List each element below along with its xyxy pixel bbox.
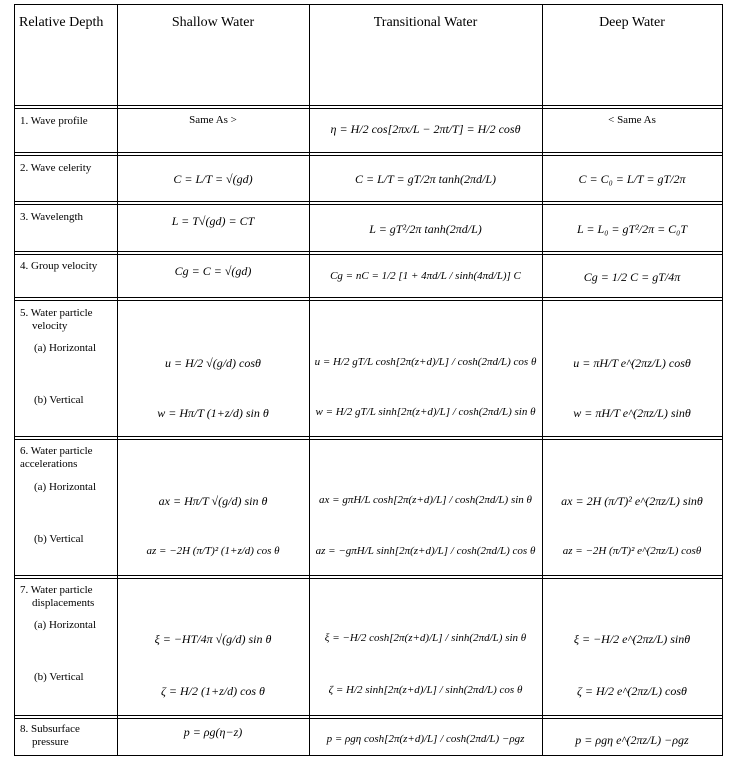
shallow-wave-celerity: C = L/T = √(gd) (173, 172, 253, 186)
row-divider (14, 439, 723, 440)
shallow-pressure: p = ρg(η−z) (183, 725, 243, 739)
shallow-wavelength: L = T√(gd) = CT (171, 214, 255, 228)
transitional-velocity-vertical: w = H/2 gT/L sinh[2π(z+d)/L] / cosh(2πd/L) sin θ (315, 406, 536, 418)
shallow-accel-vertical: az = −2H (π/T)² (1+z/d) cos θ (146, 545, 280, 557)
row-divider (14, 718, 723, 719)
header-transitional-water: Transitional Water (373, 15, 478, 30)
row-label-line: velocity (32, 320, 68, 332)
shallow-disp-horizontal: ξ = −HT/4π √(g/d) sin θ (154, 632, 272, 646)
deep-accel-horizontal: ax = 2H (π/T)² e^(2πz/L) sinθ (561, 494, 703, 508)
deep-wave-celerity: C = C₀ = L/T = gT/2π (578, 172, 686, 186)
row-label-line: pressure (32, 736, 69, 748)
row-divider (14, 300, 723, 301)
row-divider (14, 297, 723, 298)
row-label-line: accelerations (20, 458, 78, 470)
sub-label-horizontal: (a) Horizontal (34, 481, 96, 493)
table-border-left (14, 4, 15, 756)
header-deep-water: Deep Water (599, 15, 665, 30)
deep-accel-vertical: az = −2H (π/T)² e^(2πz/L) cosθ (562, 545, 702, 557)
sub-label-vertical: (b) Vertical (34, 533, 84, 545)
sub-label-horizontal: (a) Horizontal (34, 619, 96, 631)
sub-label-vertical: (b) Vertical (34, 671, 84, 683)
row-divider (14, 155, 723, 156)
table-border-bottom (14, 755, 723, 756)
row-divider (14, 204, 723, 205)
transitional-pressure: p = ρgη cosh[2π(z+d)/L] / cosh(2πd/L) −ρgz (326, 733, 525, 745)
shallow-wave-profile: Same As > (189, 114, 237, 126)
row-divider (14, 201, 723, 202)
row-label-wave-celerity: 2. Wave celerity (20, 162, 92, 174)
row-label-line: 8. Subsurface (20, 723, 80, 735)
row-divider (14, 108, 723, 109)
deep-wave-profile: < Same As (608, 114, 656, 126)
transitional-velocity-horizontal: u = H/2 gT/L cosh[2π(z+d)/L] / cosh(2πd/L) cos θ (314, 356, 537, 368)
row-divider (14, 578, 723, 579)
transitional-wave-celerity: C = L/T = gT/2π tanh(2πd/L) (354, 172, 497, 186)
transitional-accel-horizontal: ax = gπH/L cosh[2π(z+d)/L] / cosh(2πd/L) sin θ (319, 494, 532, 506)
row-label-line: displacements (32, 597, 95, 609)
row-label-group-velocity: 4. Group velocity (20, 260, 98, 272)
shallow-velocity-horizontal: u = H/2 √(g/d) cosθ (165, 356, 261, 370)
shallow-velocity-vertical: w = Hπ/T (1+z/d) sin θ (157, 406, 269, 420)
row-label-wave-profile: 1. Wave profile (20, 115, 88, 127)
shallow-group-velocity: Cg = C = √(gd) (174, 264, 252, 278)
row-label-particle-velocity (20, 307, 93, 333)
row-label-line: 7. Water particle (20, 584, 93, 596)
sub-label-horizontal: (a) Horizontal (34, 342, 96, 354)
table-border-right (722, 4, 723, 756)
deep-wavelength: L = L₀ = gT²/2π = C₀T (576, 222, 688, 236)
row-divider (14, 715, 723, 716)
row-label-line: 5. Water particle (20, 307, 93, 319)
deep-velocity-vertical: w = πH/T e^(2πz/L) sinθ (573, 406, 691, 420)
transitional-disp-horizontal: ξ = −H/2 cosh[2π(z+d)/L] / sinh(2πd/L) sin θ (324, 632, 527, 644)
header-shallow-water: Shallow Water (171, 15, 255, 30)
deep-disp-vertical: ζ = H/2 e^(2πz/L) cosθ (577, 684, 687, 698)
row-label-particle-accelerations (20, 445, 93, 471)
row-divider (14, 251, 723, 252)
deep-disp-horizontal: ξ = −H/2 e^(2πz/L) sinθ (573, 632, 691, 646)
shallow-accel-horizontal: ax = Hπ/T √(g/d) sin θ (158, 494, 268, 508)
row-label-subsurface-pressure (20, 723, 80, 749)
transitional-wave-profile: η = H/2 cos[2πx/L − 2πt/T] = H/2 cosθ (330, 122, 521, 136)
row-divider (14, 575, 723, 576)
wave-theory-table (14, 4, 723, 756)
row-divider (14, 105, 723, 106)
transitional-group-velocity: Cg = nC = 1/2 [1 + 4πd/L / sinh(4πd/L)] C (330, 270, 521, 282)
row-label-line: 6. Water particle (20, 445, 93, 457)
row-label-particle-displacements (20, 584, 94, 610)
row-label-wavelength: 3. Wavelength (20, 211, 84, 223)
shallow-disp-vertical: ζ = H/2 (1+z/d) cos θ (161, 684, 265, 698)
deep-group-velocity: Cg = 1/2 C = gT/4π (583, 270, 681, 284)
row-divider (14, 436, 723, 437)
row-divider (14, 152, 723, 153)
transitional-wavelength: L = gT²/2π tanh(2πd/L) (369, 222, 482, 236)
row-divider (14, 254, 723, 255)
deep-velocity-horizontal: u = πH/T e^(2πz/L) cosθ (573, 356, 691, 370)
sub-label-vertical: (b) Vertical (34, 394, 84, 406)
transitional-accel-vertical: az = −gπH/L sinh[2π(z+d)/L] / cosh(2πd/L) cos θ (315, 545, 536, 557)
header-relative-depth: Relative Depth (19, 15, 104, 30)
deep-pressure: p = ρgη e^(2πz/L) −ρgz (575, 733, 689, 747)
transitional-disp-vertical: ζ = H/2 sinh[2π(z+d)/L] / sinh(2πd/L) cos θ (328, 684, 523, 696)
